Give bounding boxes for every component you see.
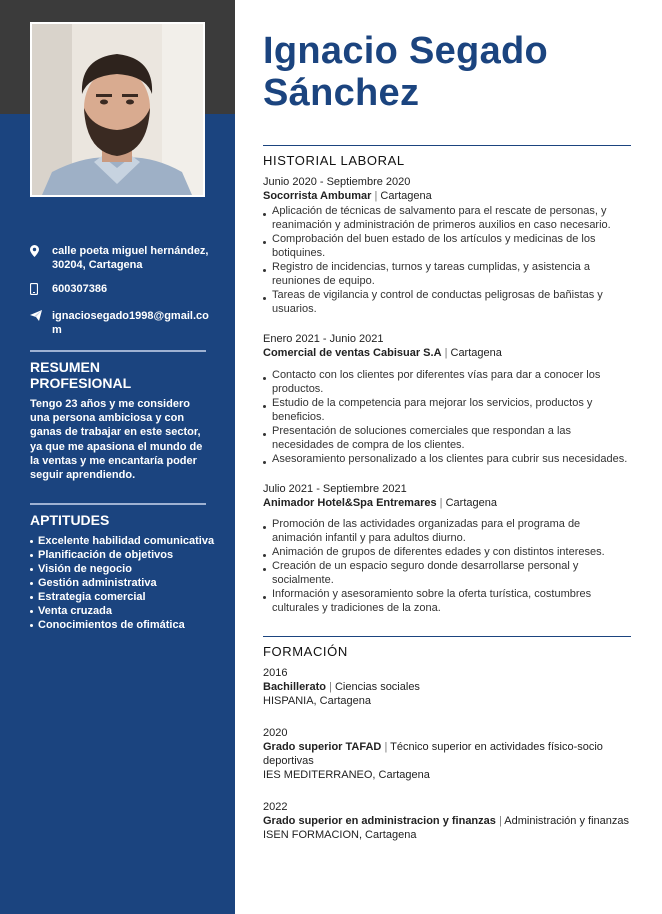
job-date: Enero 2021 - Junio 2021 xyxy=(263,333,384,345)
phone-text[interactable]: 600307386 xyxy=(52,283,108,295)
job-bullet: Presentación de soluciones comerciales que respondan a las necesidades de compra de los clientes. xyxy=(263,424,631,452)
skill-item: Estrategia comercial xyxy=(30,590,214,604)
education-entry xyxy=(263,666,631,708)
job-separator: | xyxy=(439,497,443,509)
job-bullet: Información y asesoramiento sobre la oferta turística, costumbres culturales y tradiciones de la zona. xyxy=(263,587,631,615)
education-school: IES MEDITERRANEO, Cartagena xyxy=(263,769,430,781)
education-year: 2020 xyxy=(263,727,288,739)
map-pin-icon xyxy=(30,244,52,261)
section-divider xyxy=(263,636,631,637)
job-bullets xyxy=(263,368,631,466)
address-text: calle poeta miguel hernández, 30204, Cartagena xyxy=(52,245,209,271)
skill-item: Planificación de objetivos xyxy=(30,548,214,562)
contact-phone xyxy=(30,282,210,299)
sidebar-divider xyxy=(30,503,206,505)
skill-item: Gestión administrativa xyxy=(30,576,214,590)
education-degree: Grado superior en administracion y finanzas xyxy=(263,815,496,827)
education-year: 2016 xyxy=(263,667,288,679)
job-title xyxy=(263,496,631,510)
job-separator: | xyxy=(444,347,448,359)
contact-address xyxy=(30,244,210,272)
skill-item: Excelente habilidad comunicativa xyxy=(30,534,214,548)
education-field: Administración y finanzas xyxy=(504,815,629,827)
skill-item: Visión de negocio xyxy=(30,562,214,576)
name-line2: Sánchez xyxy=(263,72,420,114)
job-bullets xyxy=(263,204,631,316)
send-icon xyxy=(30,309,52,325)
education-year: 2022 xyxy=(263,801,288,813)
skills-heading: APTITUDES xyxy=(30,512,110,528)
summary-heading xyxy=(30,359,131,391)
job-bullet: Animación de grupos de diferentes edades y con distintos intereses. xyxy=(263,545,631,559)
education-separator: | xyxy=(384,741,388,753)
job-bullet: Asesoramiento personalizado a los clientes para cubrir sus necesidades. xyxy=(263,452,631,466)
summary-heading-line2: PROFESIONAL xyxy=(30,375,132,391)
sidebar xyxy=(0,0,235,914)
education-entry xyxy=(263,800,631,842)
job-bullet: Comprobación del buen estado de los artículos y medicinas de los botiquines. xyxy=(263,232,631,260)
job-separator: | xyxy=(374,190,378,202)
education-title xyxy=(263,814,631,828)
summary-text: Tengo 23 años y me considero una persona ambiciosa y con ganas de trabajar en este sector, ya que me apasiona el mundo de la ventas y me encantaría poder seguir aprendiendo. xyxy=(30,398,203,482)
job-role: Socorrista Ambumar xyxy=(263,190,372,202)
education-heading: FORMACIÓN xyxy=(263,644,348,659)
job-title xyxy=(263,346,631,360)
job-entry xyxy=(263,332,631,466)
education-title xyxy=(263,740,631,768)
phone-icon xyxy=(30,282,52,299)
job-place: Cartagena xyxy=(445,497,497,509)
job-bullets xyxy=(263,517,631,615)
work-history-heading: HISTORIAL LABORAL xyxy=(263,153,405,168)
section-divider xyxy=(263,145,631,146)
job-bullet: Contacto con los clientes por diferentes vías para dar a conocer los productos. xyxy=(263,368,631,396)
job-bullet: Tareas de vigilancia y control de conductas peligrosas de bañistas y usuarios. xyxy=(263,288,631,316)
contact-block xyxy=(30,244,210,347)
education-separator: | xyxy=(498,815,502,827)
job-bullet: Creación de un espacio seguro donde desarrollarse personal y socialmente. xyxy=(263,559,631,587)
job-date: Junio 2020 - Septiembre 2020 xyxy=(263,176,411,188)
job-bullet: Registro de incidencias, turnos y tareas cumplidas, y asistencia a reuniones de equipo. xyxy=(263,260,631,288)
job-role: Comercial de ventas Cabisuar S.A xyxy=(263,347,442,359)
job-bullet: Estudio de la competencia para mejorar los servicios, productos y beneficios. xyxy=(263,396,631,424)
job-entry xyxy=(263,482,631,615)
sidebar-divider xyxy=(30,350,206,352)
main-content xyxy=(263,30,631,842)
education-title xyxy=(263,680,631,694)
education-entry xyxy=(263,726,631,782)
email-text[interactable]: ignaciosegado1998@gmail.com xyxy=(52,310,209,336)
education-degree: Bachillerato xyxy=(263,681,326,693)
education-school: HISPANIA, Cartagena xyxy=(263,695,372,707)
job-role: Animador Hotel&Spa Entremares xyxy=(263,497,437,509)
job-bullet: Promoción de las actividades organizadas para el programa de animación infantil y para adultos diurno. xyxy=(263,517,631,545)
job-date: Julio 2021 - Septiembre 2021 xyxy=(263,483,407,495)
job-title xyxy=(263,189,631,203)
education-separator: | xyxy=(329,681,332,693)
candidate-name xyxy=(263,30,631,114)
job-place: Cartagena xyxy=(450,347,502,359)
education-field: Técnico superior en actividades físico-socio deportivas xyxy=(263,741,603,767)
name-line1: Ignacio Segado xyxy=(263,30,549,72)
education-field: Ciencias sociales xyxy=(334,681,420,693)
contact-email xyxy=(30,309,210,337)
job-bullet: Aplicación de técnicas de salvamento para el rescate de personas, y reanimación y administración de primeros auxilios en caso necesario. xyxy=(263,204,631,232)
profile-photo xyxy=(30,22,205,197)
skill-item: Venta cruzada xyxy=(30,604,214,618)
education-school: ISEN FORMACION, Cartagena xyxy=(263,829,417,841)
job-place: Cartagena xyxy=(380,190,432,202)
education-degree: Grado superior TAFAD xyxy=(263,741,382,753)
summary-heading-line1: RESUMEN xyxy=(30,359,101,375)
skill-item: Conocimientos de ofimática xyxy=(30,618,214,632)
skills-list xyxy=(30,534,214,632)
job-entry xyxy=(263,175,631,316)
